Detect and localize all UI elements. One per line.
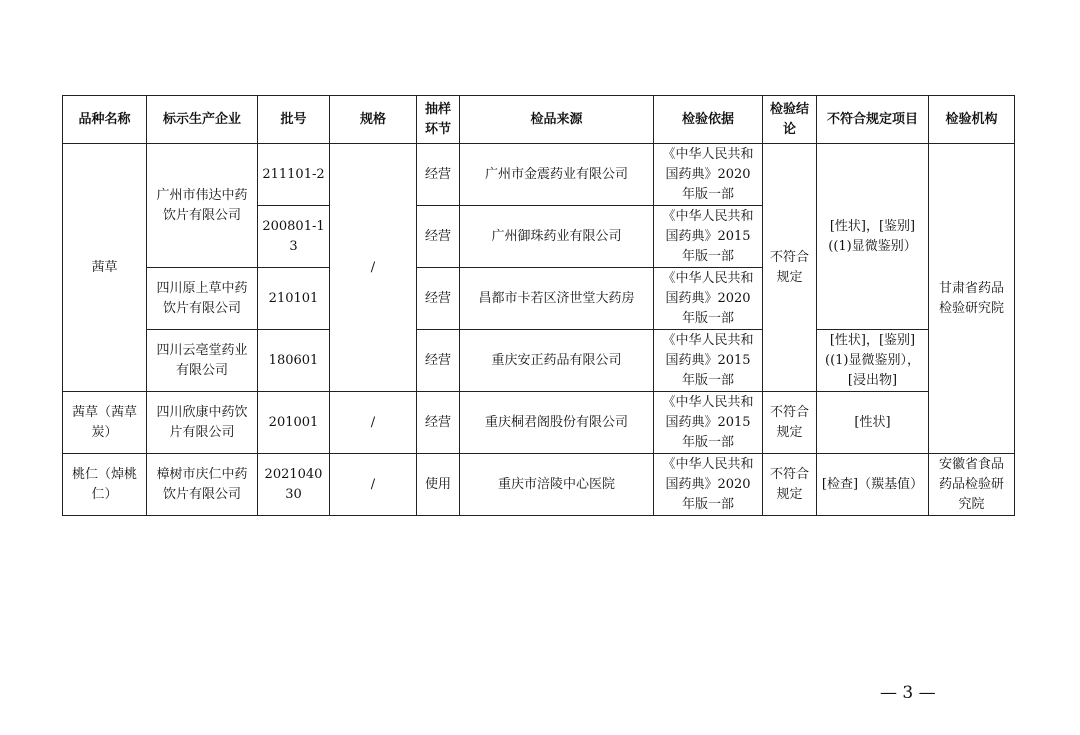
items-cell: [性状]，[鉴别]((1)显微鉴别） [817, 144, 929, 330]
batch-cell: 200801-13 [258, 206, 330, 268]
source-cell: 重庆市涪陵中心医院 [460, 454, 654, 516]
items-cell: [性状] [817, 392, 929, 454]
stage-cell: 使用 [417, 454, 460, 516]
spec-cell: / [330, 392, 417, 454]
basis-cell: 《中华人民共和国药典》2020 年版一部 [654, 144, 763, 206]
items-cell: [性状]，[鉴别]((1)显微鉴别），[浸出物] [817, 330, 929, 392]
stage-cell: 经营 [417, 144, 460, 206]
table-row [63, 392, 1015, 454]
page-number: — 3 — [880, 683, 936, 703]
header-source: 检品来源 [460, 96, 654, 144]
inspection-table [62, 95, 1015, 516]
spec-cell: / [330, 454, 417, 516]
table-row [63, 144, 1015, 206]
table-row [63, 330, 1015, 392]
header-batch: 批号 [258, 96, 330, 144]
header-agency: 检验机构 [929, 96, 1015, 144]
header-row [63, 96, 1015, 144]
header-variety: 品种名称 [63, 96, 147, 144]
source-cell: 广州御珠药业有限公司 [460, 206, 654, 268]
agency-cell: 安徽省食品药品检验研究院 [929, 454, 1015, 516]
conclusion-cell: 不符合规定 [763, 454, 817, 516]
spec-cell: / [330, 144, 417, 392]
header-basis: 检验依据 [654, 96, 763, 144]
source-cell: 广州市金震药业有限公司 [460, 144, 654, 206]
stage-cell: 经营 [417, 206, 460, 268]
company-cell: 四川欣康中药饮片有限公司 [147, 392, 258, 454]
conclusion-cell: 不符合规定 [763, 144, 817, 392]
company-cell: 樟树市庆仁中药饮片有限公司 [147, 454, 258, 516]
basis-cell: 《中华人民共和国药典》2020 年版一部 [654, 268, 763, 330]
variety-cell: 桃仁（焯桃仁） [63, 454, 147, 516]
agency-cell: 甘肃省药品检验研究院 [929, 144, 1015, 454]
header-company: 标示生产企业 [147, 96, 258, 144]
stage-cell: 经营 [417, 330, 460, 392]
company-cell: 四川云亳堂药业有限公司 [147, 330, 258, 392]
basis-cell: 《中华人民共和国药典》2015 年版一部 [654, 206, 763, 268]
batch-cell: 201001 [258, 392, 330, 454]
basis-cell: 《中华人民共和国药典》2015 年版一部 [654, 330, 763, 392]
source-cell: 昌都市卡若区济世堂大药房 [460, 268, 654, 330]
stage-cell: 经营 [417, 268, 460, 330]
batch-cell: 211101-2 [258, 144, 330, 206]
header-conclusion: 检验结论 [763, 96, 817, 144]
stage-cell: 经营 [417, 392, 460, 454]
basis-cell: 《中华人民共和国药典》2015 年版一部 [654, 392, 763, 454]
header-spec: 规格 [330, 96, 417, 144]
items-cell: [检查]（羰基值） [817, 454, 929, 516]
company-cell: 四川原上草中药饮片有限公司 [147, 268, 258, 330]
table-row [63, 454, 1015, 516]
variety-cell: 茜草（茜草炭） [63, 392, 147, 454]
batch-cell: 202104030 [258, 454, 330, 516]
header-items: 不符合规定项目 [817, 96, 929, 144]
header-stage: 抽样环节 [417, 96, 460, 144]
variety-cell: 茜草 [63, 144, 147, 392]
batch-cell: 210101 [258, 268, 330, 330]
conclusion-cell: 不符合规定 [763, 392, 817, 454]
company-cell: 广州市伟达中药饮片有限公司 [147, 144, 258, 268]
source-cell: 重庆桐君阁股份有限公司 [460, 392, 654, 454]
source-cell: 重庆安正药品有限公司 [460, 330, 654, 392]
batch-cell: 180601 [258, 330, 330, 392]
basis-cell: 《中华人民共和国药典》2020 年版一部 [654, 454, 763, 516]
